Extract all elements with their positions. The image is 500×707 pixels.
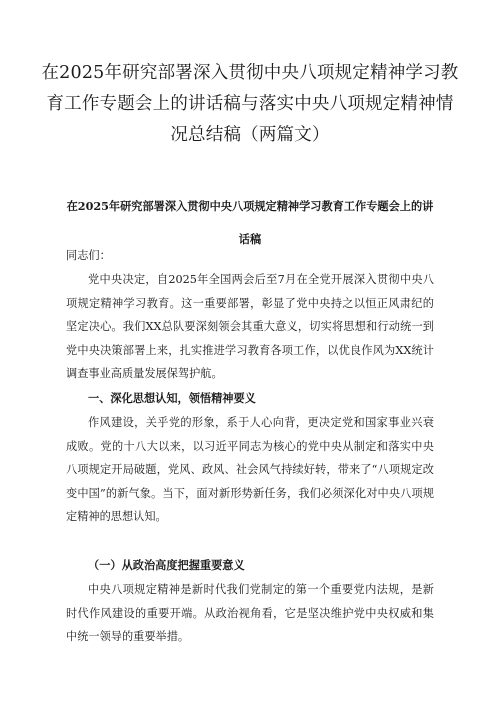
paragraph-political-significance: 中央八项规定精神是新时代我们党制定的第一个重要党内法规，是新时代作风建设的重要开端。从政治视角看，它是坚决维护党中央权威和集中统一领导的重要举措。 [66,583,434,643]
subheading-political-significance: （一）从政治高度把握重要意义 [88,558,245,572]
paragraph-intro: 党中央决定，自2025年全国两会后至7月在全党开展深入贯彻中央八项规定精神学习教育。这一重要部署，彰显了党中央持之以恒正风肃纪的坚定决心。我们XX总队要深刻领会其重大意义，切实将思想和行动统一到党中央决策部署上来，扎实推进学习教育各项工作，以优良作风为XX统计调查事业高质量发展保驾护航。 [66,273,434,380]
document-title: 在2025年研究部署深入贯彻中央八项规定精神学习教育工作专题会上的讲话稿与落实中央八项规定精神情况总结稿（两篇文） [41,63,459,145]
greeting: 同志们： [66,249,111,262]
paragraph-part-one: 作风建设，关乎党的形象，系于人心向背，更决定党和国家事业兴衰成败。党的十八大以来，以习近平同志为核心的党中央从制定和落实中央八项规定开局破题，党风、政风、社会风气持续好转，带来了“八项规定改变中国”的新气象。当下，面对新形势新任务，我们必须深化对中央八项规定精神的思想认知。 [66,416,434,523]
section-heading: 在2025年研究部署深入贯彻中央八项规定精神学习教育工作专题会上的讲话稿 [66,199,434,246]
heading-part-one: 一、深化思想认知，领悟精神要义 [88,391,256,405]
